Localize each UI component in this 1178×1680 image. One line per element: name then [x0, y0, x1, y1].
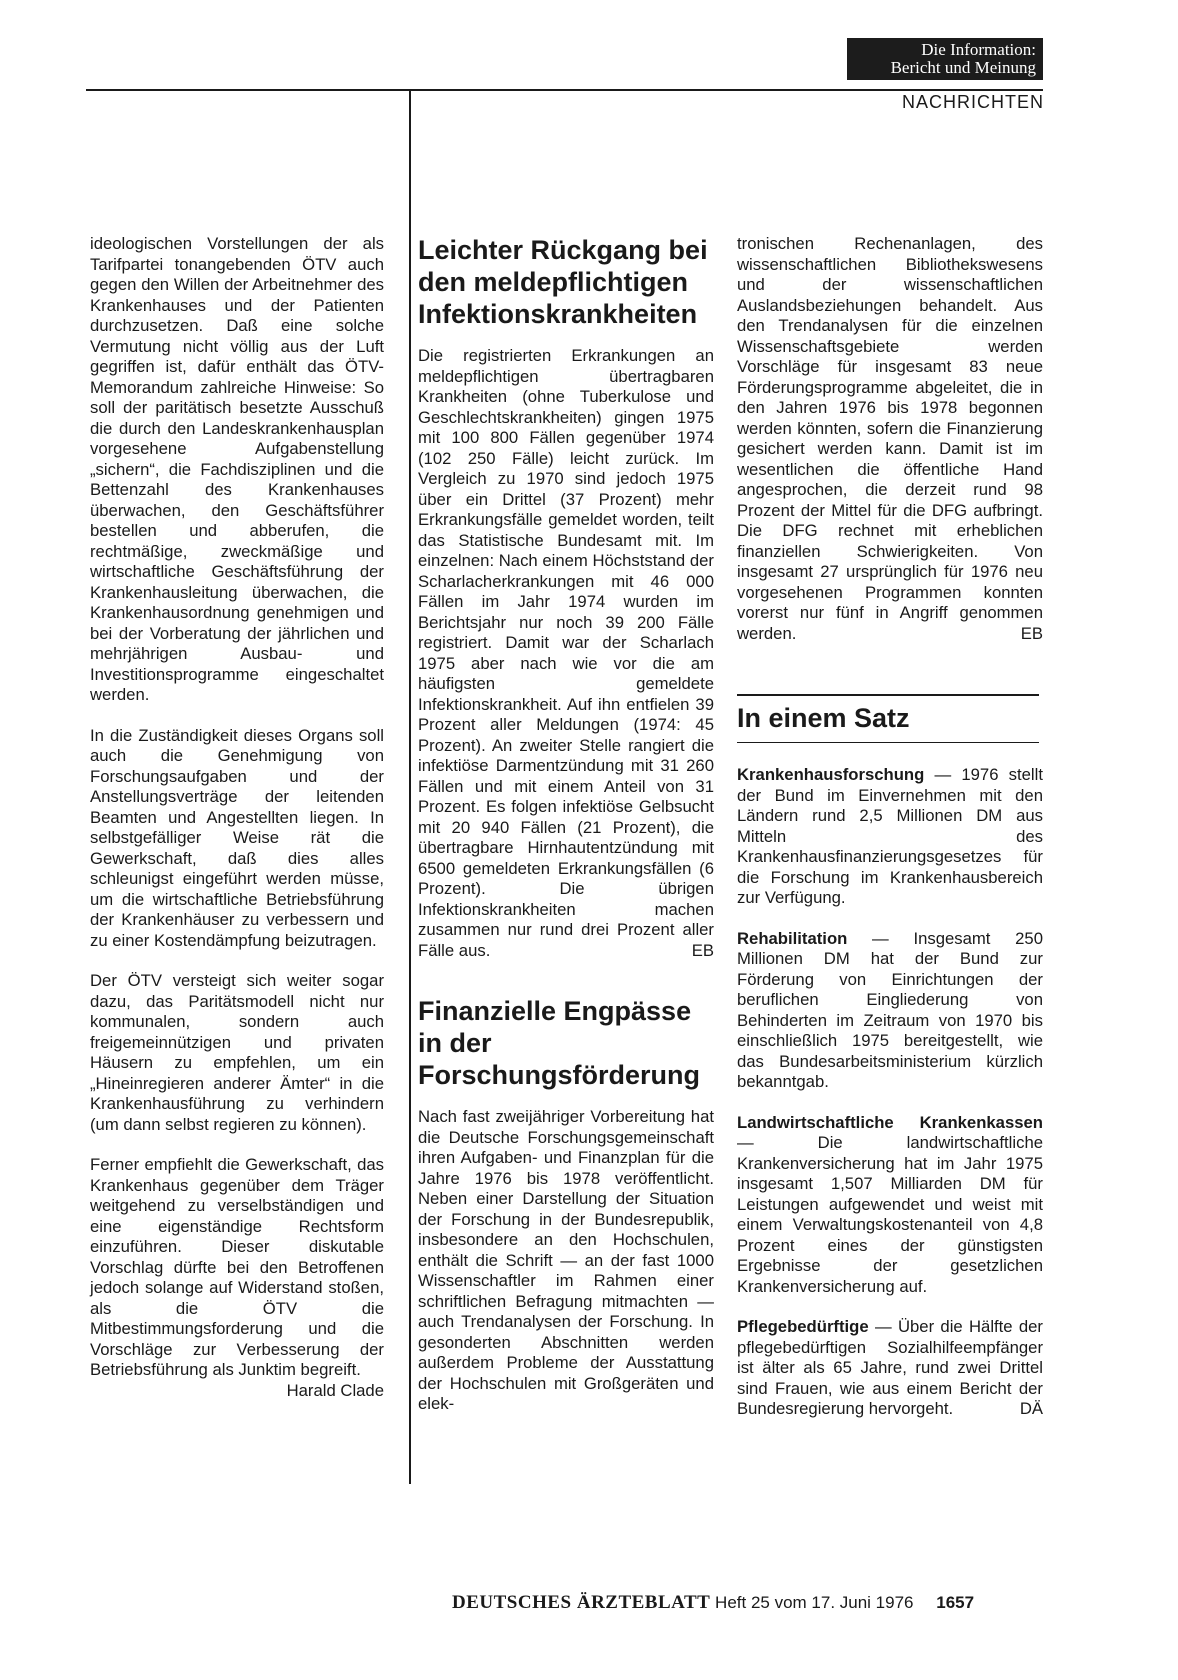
paragraph-text: Ferner empfiehlt die Gewerkschaft, das Krankenhaus gegenüber dem Träger weitgehend zu verselbständigen und eine eigenständige Rechtsform einzuführen. Dieser diskutable Vorschlag dürfte bei den Betroffenen jedoch solange auf Widerstand stoßen, als die ÖTV die Mitbestimmungsforderung und die Vorschläge zur Verbesserung der Betriebsführung als Junktim begreift. — [90, 1155, 384, 1379]
item-keyword: Rehabilitation — [737, 928, 848, 948]
page-footer — [452, 1592, 974, 1614]
paragraph: Nach fast zweijähriger Vorbereitung hat die Deutsche Forschungsgemeinschaft ihren Aufgaben- und Finanzplan für die Jahre 1976 bis 1978 veröffentlicht. Neben einer Darstellung der Situation der Forschung in der Bundesrepublik, insbesondere an den Hochschulen, enthält die Schrift — an der fast 1000 Wissenschaftler im Rahmen einer schriftlichen Befragung mitmachten — auch Trendanalysen der Forschung. In gesonderten Abschnitten werden außerdem Probleme der Ausstattung der Hochschulen mit Großgeräten und elek- — [418, 1107, 714, 1413]
column-3 — [737, 234, 1043, 1440]
item-text: — Insgesamt 250 Millionen DM hat der Bund zur Förderung von Einrichtungen der beruflichen Eingliederung von Behinderten im Zeitraum von 1970 bis einschließlich 1975 bereitgestellt, wie das Bundesarbeitsministerium kürzlich bekanntgab. — [737, 928, 1043, 1091]
top-rule — [86, 89, 1043, 91]
rubric-box — [847, 38, 1043, 80]
paragraph: Der ÖTV versteigt sich weiter sogar dazu, das Paritätsmodell nicht nur kommunalen, sondern auch freigemeinnützigen und privaten Häusern zu empfehlen, um ein „Hineinregieren anderer Ämter“ in die Krankenhausführung zu verhindern (um dann selbst regieren zu können). — [90, 971, 384, 1134]
item-text: — Über die Hälfte der pflegebedürftigen Sozialhilfeempfänger ist älter als 65 Jahre, rund zwei Drittel sind Frauen, wie aus einem Bericht der Bundesregierung hervorgeht. — [737, 1317, 1043, 1418]
item-text: — 1976 stellt der Bund im Einvernehmen mit den Ländern rund 2,5 Millionen DM aus Mitteln des Krankenhausfinanzierungsgesetzes für die Forschung im Krankenhausbereich zur Verfügung. — [737, 765, 1043, 907]
rubric-line-1: Die Information: — [921, 40, 1036, 59]
section-rule — [737, 742, 1039, 743]
section-rule — [737, 694, 1039, 696]
section-label: NACHRICHTEN — [901, 92, 1044, 112]
paragraph: In die Zuständigkeit dieses Organs soll auch die Genehmigung von Forschungsaufgaben und der Anstellungsverträge der leitenden Beamten und Angestellten liegen. In selbstgefälliger Weise rät die Gewerkschaft, daß dies alles schleunigst eingeführt werden müsse, um die wirtschaftliche Betriebsführung der Krankenhäuser zu verbessern und zu einer Kostendämpfung beizutragen. — [90, 725, 384, 950]
column-1 — [90, 234, 384, 1401]
paragraph — [418, 346, 714, 961]
item-text: — Die landwirtschaftliche Krankenversicherung hat im Jahr 1975 insgesamt 1,507 Milliarden DM für Leistungen aufgewendet und weist mit einem Verwaltungskostenanteil von 4,8 Prozent eines der günstigsten Ergebnisse der gesetzlichen Krankenversicherung auf. — [737, 1133, 1043, 1296]
column-divider — [409, 89, 411, 1484]
paragraph-text: Die registrierten Erkrankungen an meldepflichtigen übertragbaren Krankheiten (ohne Tuberkulose und Geschlechtskrankheiten) gingen 1975 mit 100 800 Fällen gegenüber 1974 (102 250 Fälle) leicht zurück. Im Vergleich zu 1970 sind jedoch 1975 über ein Drittel (37 Prozent) mehr Erkrankungsfälle gemeldet worden, teilt das Statistische Bundesamt mit. Im einzelnen: Nach einem Höchststand der Scharlacherkrankungen mit 46 000 Fällen im Jahr 1974 wurden im Berichtsjahr nur noch 39 200 Fälle registriert. Damit war der Scharlach 1975 aber nach wie vor die am häufigsten gemeldete Infektionskrankheit. Auf ihn entfielen 39 Prozent aller Meldungen (1974: 45 Prozent). An zweiter Stelle rangiert die infektiöse Darmentzündung mit 31 260 Fällen und mit einem Anteil von 31 Prozent. Es folgen infektiöse Gelbsucht mit 20 940 Fällen (21 Prozent), die übertragbare Hirnhautentzündung mit 6500 gemeldeten Erkrankungsfällen (6 Prozent). Die übrigen Infektionskrankheiten machen zusammen nur rund drei Prozent aller Fälle aus. — [418, 346, 714, 960]
author-signature: Harald Clade — [286, 1380, 384, 1400]
journal-name: DEUTSCHES ÄRZTEBLATT — [452, 1592, 711, 1613]
author-signature: EB — [1020, 623, 1043, 643]
column-2 — [418, 234, 714, 1435]
news-item — [737, 1113, 1043, 1298]
news-item — [737, 1317, 1043, 1420]
item-keyword: Krankenhausforschung — [737, 765, 925, 784]
paragraph: ideologischen Vorstellungen der als Tarifpartei tonangebenden ÖTV auch gegen den Willen der Arbeitnehmer des Krankenhauses und der Patienten durchzusetzen. Daß eine solche Vermutung nicht völlig aus der Luft gegriffen ist, dafür enthält das ÖTV-Memorandum zahlreiche Hinweise: So soll der paritätisch besetzte Ausschuß die durch den Landeskrankenhausplan vorgesehene Aufgabenstellung „sichern“, die Fachdisziplinen und die Bettenzahl des Krankenhauses überwachen, den Geschäftsführer bestellen und abberufen, die rechtmäßige, zweckmäßige und wirtschaftliche Geschäftsführung der Krankenhausleitung überwachen, die Krankenhausordnung genehmigen und bei der Vorberatung der jährlichen und mehrjährigen Ausbau- und Investitionsprogramme eingeschaltet werden. — [90, 234, 384, 704]
paragraph — [737, 234, 1043, 644]
item-keyword: Landwirtschaftliche Krankenkassen — [737, 1112, 1043, 1132]
author-signature: EB — [691, 940, 714, 960]
article-title: Leichter Rückgang bei den meldepflichtigen Infektionskrankheiten — [418, 235, 708, 329]
news-item — [737, 765, 1043, 909]
paragraph-text: tronischen Rechenanlagen, des wissenschaftlichen Bibliothekswesens und der wissenschaftlichen Auslandsbeziehungen behandelt. Aus den Trendanalysen für die einzelnen Wissenschaftsgebiete werden Vorschläge für insgesamt 83 neue Förderungsprogramme abgeleitet, die in den Jahren 1976 bis 1978 begonnen werden könnten, sofern die Finanzierung gesichert werden kann. Damit ist im wesentlichen die öffentliche Hand angesprochen, die derzeit rund 98 Prozent der Mittel für die DFG aufbringt. Die DFG rechnet mit erheblichen finanziellen Schwierigkeiten. Von insgesamt 27 ursprünglich für 1976 neu vorgesehenen Programmen konnten vorerst nur fünf in Angriff genommen werden. — [737, 234, 1043, 643]
article-title: Finanzielle Engpässe in der Forschungsförderung — [418, 996, 700, 1090]
page-number: 1657 — [936, 1593, 975, 1612]
issue-info: Heft 25 vom 17. Juni 1976 — [715, 1593, 914, 1612]
rubric-line-2: Bericht und Meinung — [890, 58, 1036, 77]
item-keyword: Pflegebedürftige — [737, 1317, 869, 1336]
section-title: In einem Satz — [737, 703, 910, 733]
paragraph — [90, 1155, 384, 1400]
news-item — [737, 929, 1043, 1093]
author-signature: DÄ — [1019, 1399, 1043, 1418]
